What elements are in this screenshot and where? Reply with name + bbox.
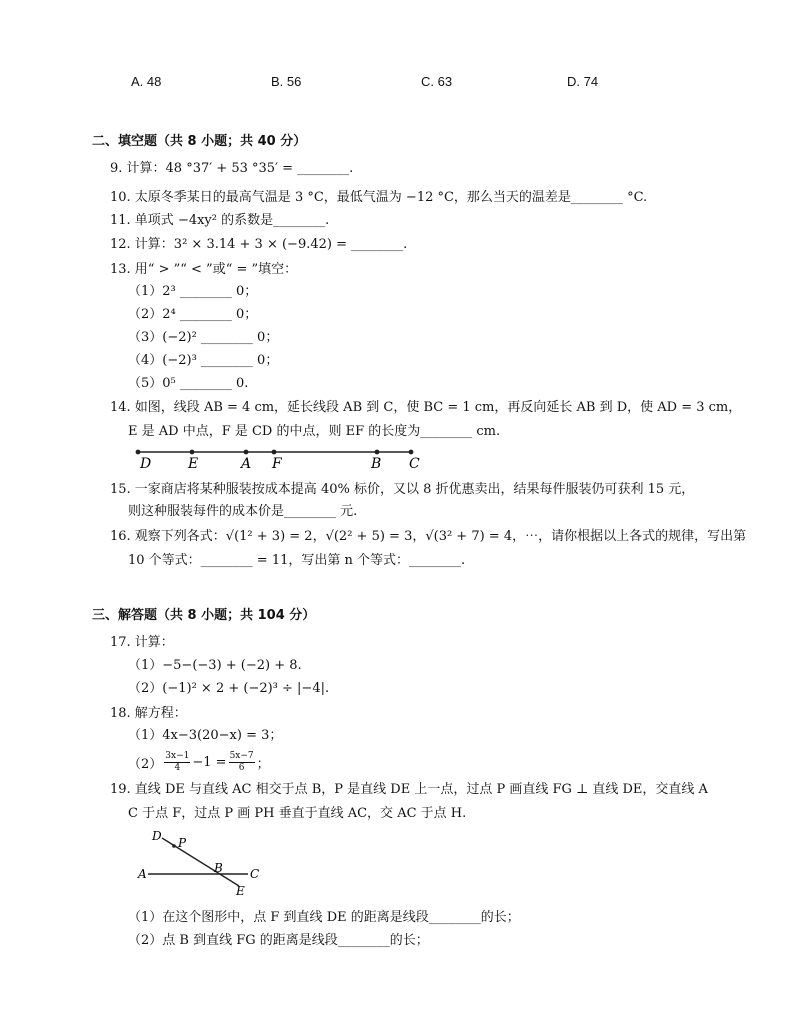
point-e-dot (190, 450, 195, 455)
question-13-part-1: （1）2³ ________ 0； (128, 284, 258, 299)
question-16-line-2: 10 个等式：________ = 11，写出第 n 个等式：________. (128, 553, 466, 568)
section-2-title: 二、填空题（共 8 小题；共 40 分） (92, 134, 307, 149)
question-18-part-2-prefix: （2） (128, 756, 163, 772)
question-18-part-2-middle: −1 = (192, 754, 227, 770)
question-13-part-3: （3）(−2)² ________ 0； (128, 330, 279, 345)
point-p-label: P (178, 836, 187, 850)
point-c-label-19: C (250, 867, 260, 881)
question-14-line-2: E 是 AD 中点，F 是 CD 的中点，则 EF 的长度为________ cm. (128, 424, 501, 439)
point-b-dot (375, 450, 380, 455)
question-19-line-2: C 于点 F，过点 P 画 PH 垂直于直线 AC，交 AC 于点 H. (128, 806, 467, 821)
question-16-line-1: 16. 观察下列各式：√(1² + 3) = 2，√(2² + 5) = 3，√(3² + 7) = 4，⋯，请你根据以上各式的规律，写出第 (110, 529, 747, 544)
point-e-label-19: E (236, 884, 245, 898)
point-c-label: C (409, 456, 420, 472)
question-19-line-1: 19. 直线 DE 与直线 AC 相交于点 B，P 是直线 DE 上一点，过点 P 画直线 FG ⊥ 直线 DE，交直线 A (110, 782, 708, 797)
point-d-dot (136, 450, 141, 455)
section-3-title: 三、解答题（共 8 小题；共 104 分） (92, 608, 316, 623)
question-13-part-2: （2）2⁴ ________ 0； (128, 307, 258, 322)
point-d-label: D (140, 456, 152, 472)
question-17-part-1: （1）−5−(−3) + (−2) + 8. (128, 658, 302, 673)
segment-figure (128, 444, 428, 472)
option-c: C. 63 (421, 74, 453, 89)
question-18: 18. 解方程： (110, 706, 187, 721)
point-a-label-19: A (138, 867, 147, 881)
question-13-part-5: （5）0⁵ ________ 0. (128, 376, 249, 391)
question-17-part-2: （2）(−1)² × 2 + (−2)³ ÷ |−4|. (128, 681, 330, 696)
question-15-line-2: 则这种服装每件的成本价是________ 元. (128, 504, 358, 519)
intersecting-lines-figure (136, 828, 266, 898)
question-15-line-1: 15. 一家商店将某种服装按成本提高 40% 标价，又以 8 折优惠卖出，结果每件服装仍可获利 15 元， (110, 482, 695, 497)
point-c-dot (409, 450, 414, 455)
fraction-1-numerator: 3x−1 (165, 750, 190, 761)
point-p-dot (172, 844, 176, 848)
question-18-part-1: （1）4x−3(20−x) = 3； (128, 728, 283, 743)
question-18-part-2-suffix: ； (256, 756, 270, 772)
fraction-2-numerator: 5x−7 (229, 750, 254, 761)
point-e-label: E (188, 456, 199, 472)
option-a: A. 48 (131, 74, 162, 89)
question-12: 12. 计算：3² × 3.14 + 3 × (−9.42) = ________. (110, 237, 408, 252)
point-b-label-19: B (214, 861, 223, 875)
point-a-label: A (241, 456, 252, 472)
fraction-2 (229, 751, 255, 774)
point-b-label: B (371, 456, 382, 472)
question-11: 11. 单项式 −4xy² 的系数是________. (110, 213, 330, 228)
question-19-part-2: （2）点 B 到直线 FG 的距离是线段________的长； (128, 933, 429, 948)
option-b: B. 56 (271, 74, 302, 89)
option-d: D. 74 (567, 74, 599, 89)
question-17: 17. 计算： (110, 635, 174, 650)
fraction-1-denominator: 4 (174, 762, 181, 773)
question-19-part-1: （1）在这个图形中，点 F 到直线 DE 的距离是线段________的长； (128, 910, 520, 925)
point-f-label: F (272, 456, 282, 472)
question-18-part-2 (128, 747, 270, 777)
point-f-dot (272, 450, 277, 455)
fraction-2-denominator: 6 (238, 762, 245, 773)
question-14-line-1: 14. 如图，线段 AB = 4 cm，延长线段 AB 到 C，使 BC = 1 cm，再反向延长 AB 到 D，使 AD = 3 cm， (110, 400, 742, 415)
fraction-1 (164, 751, 190, 774)
point-a-dot (244, 450, 249, 455)
question-13: 13. 用“ > ”“ < ”或“ = ”填空： (110, 262, 298, 277)
point-d-label-19: D (152, 829, 162, 843)
question-9: 9. 计算：48 °37′ + 53 °35′ = ________. (110, 161, 354, 176)
question-13-part-4: （4）(−2)³ ________ 0； (128, 353, 279, 368)
question-10: 10. 太原冬季某日的最高气温是 3 °C，最低气温为 −12 °C，那么当天的温差是________ °C. (110, 190, 648, 205)
